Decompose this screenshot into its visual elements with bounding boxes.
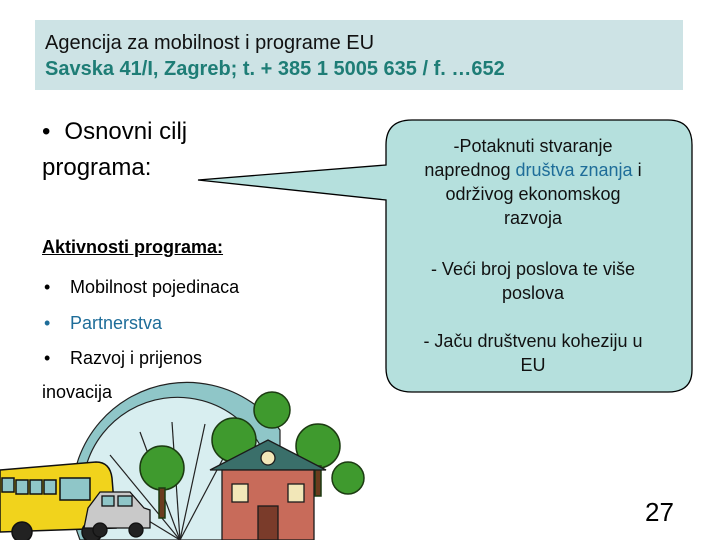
bubble-text-line: održivog ekonomskog <box>445 184 621 204</box>
activity-label: Mobilnost pojedinaca <box>70 277 240 297</box>
agency-name: Agencija za mobilnost i programe EU <box>45 32 375 54</box>
bullet: • <box>42 118 51 145</box>
activity-continuation: inovacija <box>42 382 113 402</box>
text-run: naprednog <box>424 160 516 180</box>
activity-label: Partnerstva <box>70 313 163 333</box>
activities-title: Aktivnosti programa: <box>42 237 224 257</box>
bubble-text-line: razvoja <box>503 208 563 228</box>
goal-line2: programa: <box>42 154 152 181</box>
goal-prefix: Osnovni <box>64 118 160 145</box>
agency-address: Savska 41/I, Zagreb; t. + 385 1 5005 635 / f. …652 <box>45 58 505 80</box>
page-number: 27 <box>645 497 674 527</box>
bullet: • <box>44 313 51 333</box>
bullet: • <box>44 348 51 368</box>
text-run: i <box>632 160 642 180</box>
bubble-text-line: - Veći broj poslova te više <box>430 259 636 279</box>
highlight-knowledge-society: društva znanja <box>515 160 633 180</box>
bullet: • <box>44 277 51 297</box>
bubble-text-line: EU <box>520 355 546 375</box>
goal-word: cilj <box>159 118 188 145</box>
bubble-text-line: -Potaknuti stvaranje <box>453 136 613 156</box>
activity-label: Razvoj i prijenos <box>70 348 203 368</box>
bubble-text-line: poslova <box>501 283 565 303</box>
bubble-text-line: - Jaču društvenu koheziju u <box>423 331 643 351</box>
